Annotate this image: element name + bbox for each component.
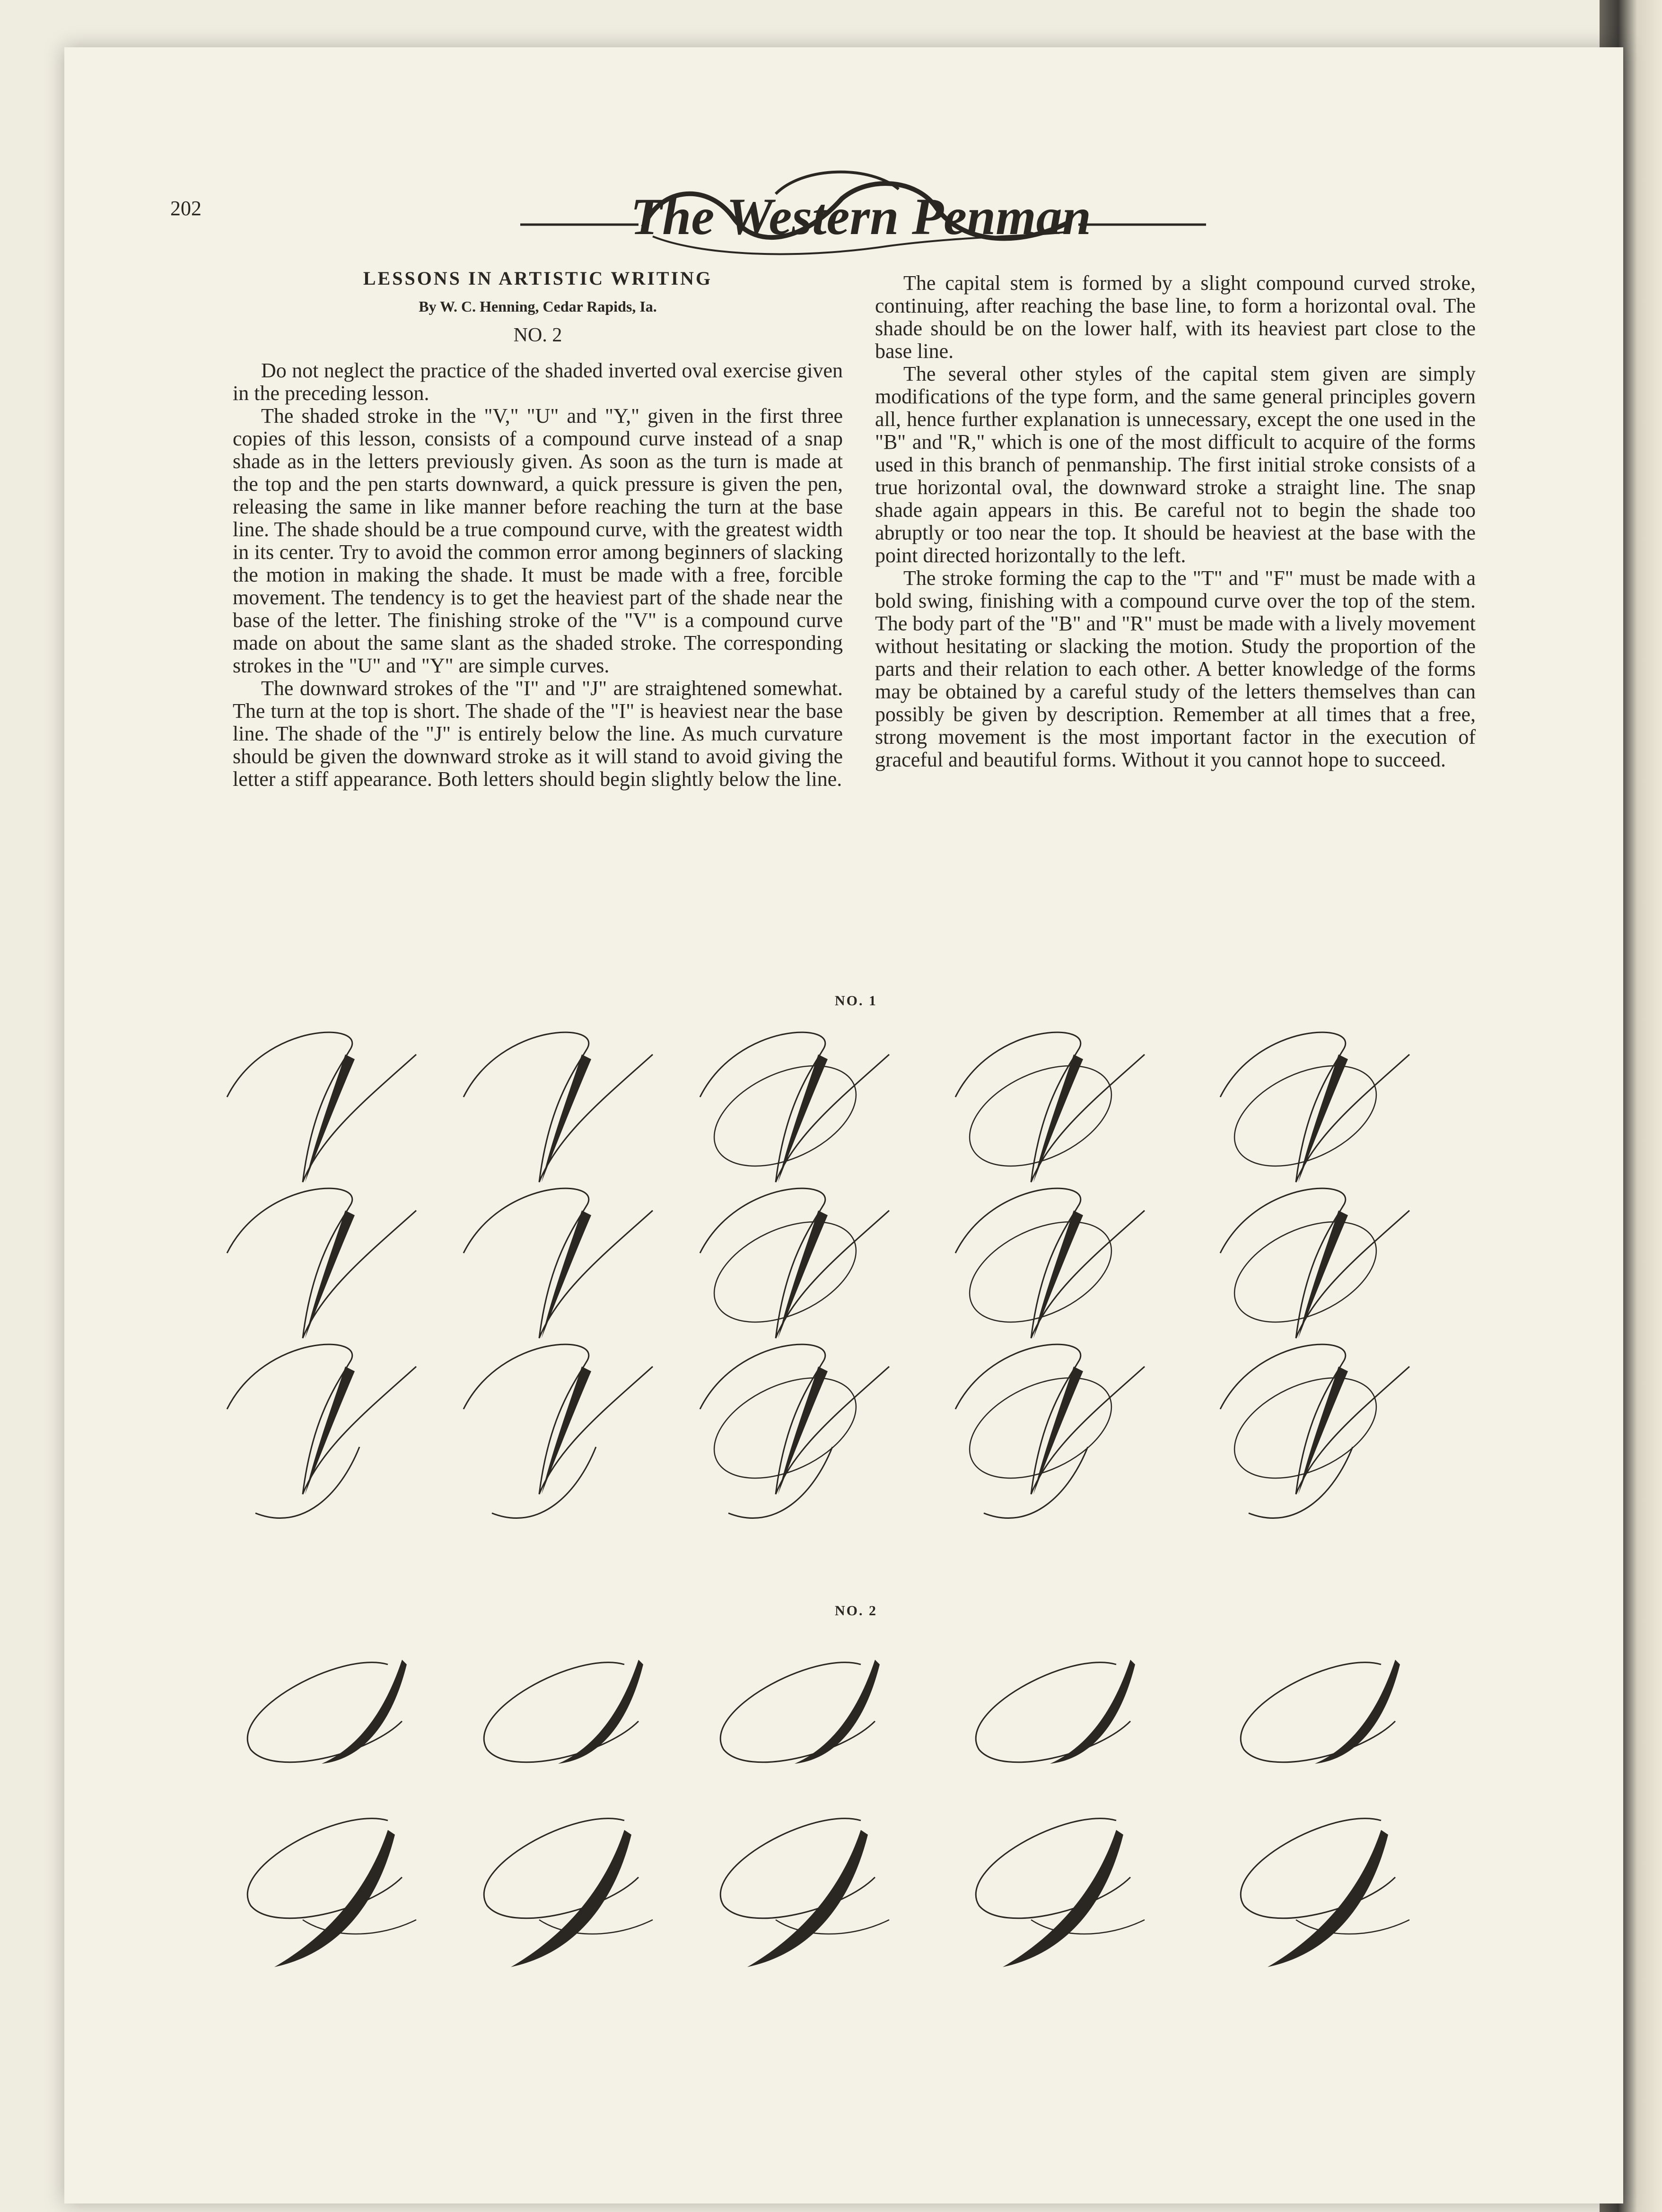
flourish-glyph	[464, 1032, 653, 1182]
paragraph: The stroke forming the cap to the "T" and "F" must be made with a bold swing, finishing with a compound curve over the top of the stem. The body part of the "B" and "R" must be made with a lively movement without hesitating or slacking the motion. Study the proportion of the parts and their relation to each other. A better knowledge of the forms may be obtained by a careful study of the letters themselves than can possibly be given by description. Remember at all times that a free, strong movement is the most important factor in the execution of graceful and beautiful forms. Without it you cannot hope to succeed.	[875, 566, 1476, 771]
flourish-glyph	[699, 1188, 889, 1342]
flourish-glyph	[1219, 1344, 1409, 1518]
flourish-glyph	[1219, 1188, 1409, 1342]
paragraph: Do not neglect the practice of the shaded inverted oval exercise given in the preceding lesson.	[233, 359, 843, 405]
flourish-glyph	[699, 1344, 889, 1518]
flourish-glyph	[227, 1344, 416, 1518]
article-byline: By W. C. Henning, Cedar Rapids, Ia.	[419, 298, 657, 315]
paragraph: The downward strokes of the "I" and "J" are straightened somewhat. The turn at the top is short. The shade of the "I" is heaviest near the base line. The shade of the "J" is entirely below the line. As much curvature should be given the downward stroke as it will stand to avoid giving the letter a stiff appearance. Both letters should begin slightly below the line.	[233, 677, 843, 791]
flourish-glyph	[227, 1188, 416, 1338]
paragraph: The capital stem is formed by a slight compound curved stroke, continuing, after reaching the base line, to form a horizontal oval. The shade should be on the lower half, with its heaviest part close to the base line.	[875, 271, 1476, 363]
flourish-glyph	[1241, 1660, 1400, 1764]
flourish-glyph	[247, 1819, 416, 1967]
flourish-glyph	[976, 1819, 1145, 1967]
masthead-text: The Western Penman	[630, 188, 1091, 245]
plate-label-2: NO. 2	[835, 1603, 877, 1619]
page-number: 202	[170, 197, 201, 220]
flourish-glyph	[1219, 1032, 1409, 1186]
flourish-glyph	[954, 1344, 1145, 1518]
flourish-glyph	[227, 1032, 416, 1182]
paragraph: The shaded stroke in the "V," "U" and "Y," given in the first three copies of this lesson, consists of a compound curve instead of a snap shade as in the letters previously given. As soon as the turn is made at the top and the pen starts downward, a quick pressure is given the pen, releasing the same in like manner before reaching the turn at the base line. The shade should be a true compound curve, with the greatest width in its center. Try to avoid the common error among beginners of slacking the motion in making the shade. It must be made with a free, forcible movement. The tendency is to get the heaviest part of the shade near the base of the letter. The finishing stroke of the "V" is a compound curve made on about the same slant as the shaded stroke. The corresponding strokes in the "U" and "Y" are simple curves.	[233, 404, 843, 677]
flourish-glyph	[954, 1188, 1145, 1342]
flourish-glyph	[247, 1660, 407, 1764]
plate-label-1: NO. 1	[835, 993, 877, 1009]
flourish-glyph	[464, 1344, 653, 1518]
flourish-glyph	[464, 1188, 653, 1338]
flourish-glyph	[720, 1819, 889, 1967]
flourish-glyph	[720, 1660, 880, 1764]
paragraph: The several other styles of the capital stem given are simply modifications of the type form, and the same general principles govern all, hence further explanation is unnecessary, except the one used in the "B" and "R," which is one of the most difficult to acquire of the forms used in this branch of penmanship. The first initial stroke consists of a true horizontal oval, the downward stroke a straight line. The snap shade again appears in this. Be careful not to begin the shade too abruptly or too near the top. It should be heaviest at the base with the point directed horizontally to the left.	[875, 362, 1476, 567]
flourish-glyph	[484, 1660, 643, 1764]
flourish-glyph	[1241, 1819, 1409, 1967]
flourish-glyph	[699, 1032, 889, 1186]
article-title: LESSONS IN ARTISTIC WRITING	[363, 268, 713, 289]
flourish-glyph	[954, 1032, 1145, 1186]
lesson-number: NO. 2	[513, 324, 562, 346]
flourish-glyph	[484, 1819, 653, 1967]
flourish-glyph	[976, 1660, 1135, 1764]
